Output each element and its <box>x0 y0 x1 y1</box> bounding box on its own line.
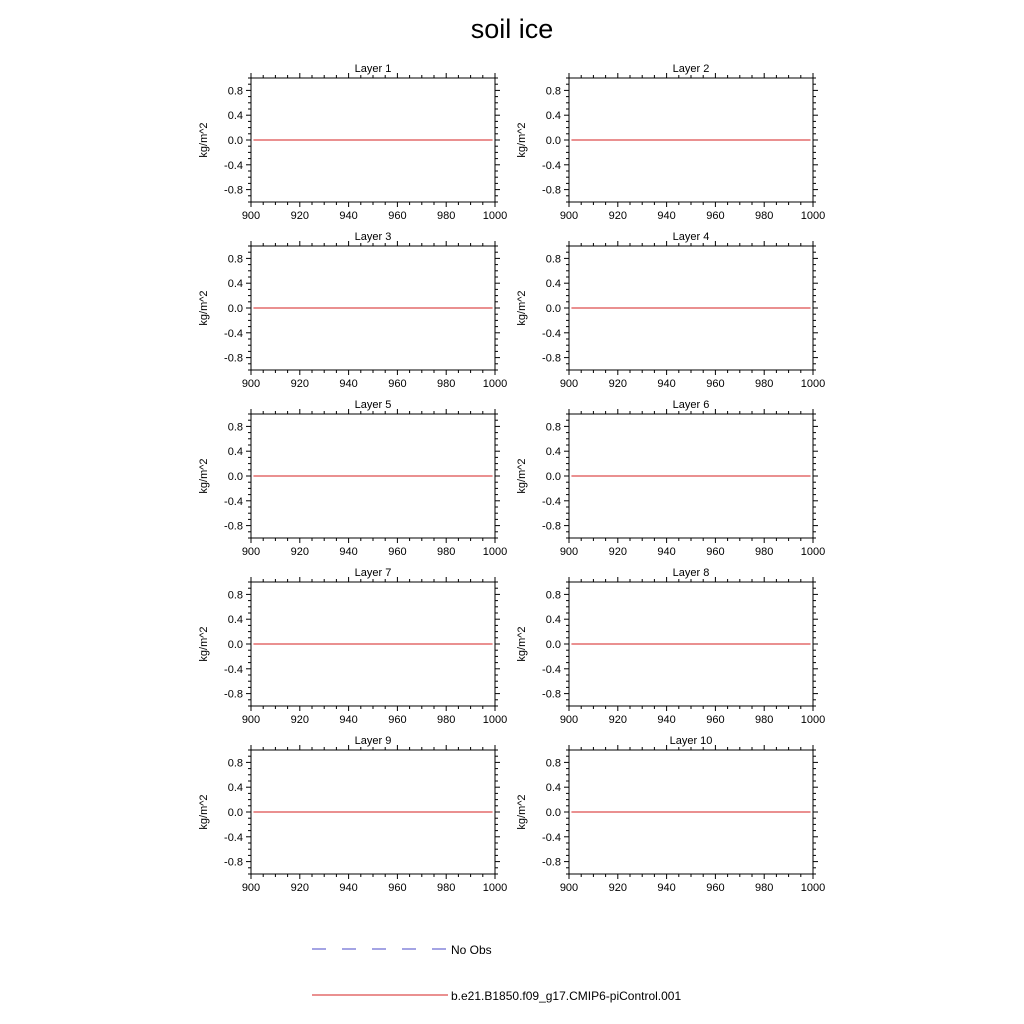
y-tick-label: 0.0 <box>227 807 243 819</box>
x-tick-label: 920 <box>608 714 627 726</box>
x-tick-label: 960 <box>388 882 407 894</box>
y-tick-label: -0.8 <box>542 184 561 197</box>
y-axis-label: kg/m^2 <box>198 122 210 158</box>
y-tick-label: 0.0 <box>545 135 561 147</box>
y-tick-label: 0.0 <box>545 303 561 315</box>
panel-title: Layer 4 <box>672 231 710 243</box>
y-tick-label: -0.8 <box>224 688 243 701</box>
y-tick-label: 0.4 <box>545 278 561 291</box>
y-tick-label: 0.4 <box>545 446 561 459</box>
x-tick-label: 900 <box>241 882 261 894</box>
y-tick-label: 0.8 <box>227 757 243 770</box>
x-tick-label: 980 <box>755 882 774 894</box>
x-tick-label: 980 <box>755 210 774 222</box>
x-tick-label: 960 <box>706 546 725 558</box>
x-tick-label: 920 <box>608 210 627 222</box>
panel-layer-4 <box>516 231 825 390</box>
x-tick-label: 900 <box>241 378 261 390</box>
x-tick-label: 900 <box>241 210 261 222</box>
x-tick-label: 1000 <box>800 546 826 558</box>
y-tick-label: 0.0 <box>227 135 243 147</box>
x-tick-label: 940 <box>657 714 676 726</box>
y-axis-label: kg/m^2 <box>198 458 210 494</box>
x-tick-label: 1000 <box>482 378 508 390</box>
panel-title: Layer 10 <box>669 735 713 747</box>
x-tick-label: 940 <box>657 210 676 222</box>
y-tick-label: -0.8 <box>542 688 561 701</box>
y-tick-label: 0.0 <box>545 471 561 483</box>
x-tick-label: 900 <box>559 882 579 894</box>
x-tick-label: 900 <box>241 546 261 558</box>
y-axis-label: kg/m^2 <box>198 290 210 326</box>
y-tick-label: -0.8 <box>224 856 243 869</box>
panel-title: Layer 1 <box>354 63 392 75</box>
x-tick-label: 960 <box>388 378 407 390</box>
x-tick-label: 1000 <box>800 714 826 726</box>
y-axis-label: kg/m^2 <box>516 458 528 494</box>
panel-title: Layer 9 <box>354 735 392 747</box>
x-tick-label: 940 <box>339 378 358 390</box>
y-tick-label: -0.8 <box>542 520 561 533</box>
x-tick-label: 1000 <box>482 882 508 894</box>
x-tick-label: 940 <box>657 378 676 390</box>
x-tick-label: 960 <box>388 210 407 222</box>
x-tick-label: 1000 <box>800 210 826 222</box>
y-axis-label: kg/m^2 <box>516 122 528 158</box>
x-tick-label: 960 <box>388 546 407 558</box>
y-tick-label: 0.4 <box>227 110 243 123</box>
y-tick-label: -0.4 <box>224 159 243 172</box>
x-tick-label: 920 <box>608 882 627 894</box>
y-tick-label: -0.4 <box>542 495 561 508</box>
y-tick-label: 0.4 <box>227 614 243 627</box>
panel-layer-7 <box>198 567 507 726</box>
y-tick-label: -0.8 <box>542 352 561 365</box>
x-tick-label: 980 <box>437 714 456 726</box>
x-tick-label: 980 <box>755 714 774 726</box>
x-tick-label: 960 <box>706 882 725 894</box>
y-axis-label: kg/m^2 <box>198 626 210 662</box>
panel-layer-6 <box>516 399 825 558</box>
x-tick-label: 940 <box>657 546 676 558</box>
x-tick-label: 1000 <box>482 210 508 222</box>
y-tick-label: -0.4 <box>542 663 561 676</box>
x-tick-label: 920 <box>290 378 309 390</box>
x-tick-label: 920 <box>290 714 309 726</box>
legend-label-model-run: b.e21.B1850.f09_g17.CMIP6-piControl.001 <box>451 989 682 1003</box>
y-tick-label: 0.8 <box>545 421 561 434</box>
panel-layer-10 <box>516 735 825 894</box>
x-tick-label: 940 <box>657 882 676 894</box>
y-tick-label: 0.8 <box>545 85 561 98</box>
y-tick-label: -0.8 <box>542 856 561 869</box>
x-tick-label: 980 <box>437 546 456 558</box>
y-tick-label: -0.8 <box>224 352 243 365</box>
y-tick-label: -0.8 <box>224 520 243 533</box>
x-tick-label: 920 <box>290 210 309 222</box>
x-tick-label: 960 <box>706 378 725 390</box>
y-tick-label: 0.8 <box>545 253 561 266</box>
y-tick-label: 0.4 <box>545 782 561 795</box>
x-tick-label: 960 <box>706 714 725 726</box>
x-tick-label: 940 <box>339 882 358 894</box>
panel-layer-5 <box>198 399 507 558</box>
x-tick-label: 920 <box>608 378 627 390</box>
y-tick-label: -0.4 <box>224 831 243 844</box>
x-tick-label: 960 <box>706 210 725 222</box>
figure-title: soil ice <box>470 14 554 44</box>
y-tick-label: 0.0 <box>227 303 243 315</box>
panel-title: Layer 6 <box>672 399 710 411</box>
x-tick-label: 980 <box>437 378 456 390</box>
y-tick-label: -0.4 <box>224 495 243 508</box>
y-axis-label: kg/m^2 <box>516 626 528 662</box>
x-tick-label: 920 <box>608 546 627 558</box>
y-tick-label: -0.4 <box>224 327 243 340</box>
y-tick-label: 0.4 <box>545 110 561 123</box>
x-tick-label: 940 <box>339 546 358 558</box>
y-tick-label: 0.8 <box>227 421 243 434</box>
x-tick-label: 980 <box>437 210 456 222</box>
x-tick-label: 940 <box>339 714 358 726</box>
y-tick-label: -0.4 <box>542 831 561 844</box>
panel-layer-9 <box>198 735 507 894</box>
y-tick-label: 0.0 <box>227 639 243 651</box>
x-tick-label: 980 <box>755 378 774 390</box>
x-tick-label: 1000 <box>482 714 508 726</box>
y-tick-label: -0.4 <box>224 663 243 676</box>
x-tick-label: 980 <box>437 882 456 894</box>
x-tick-label: 920 <box>290 546 309 558</box>
y-tick-label: 0.8 <box>545 757 561 770</box>
x-tick-label: 940 <box>339 210 358 222</box>
y-tick-label: 0.0 <box>545 807 561 819</box>
y-axis-label: kg/m^2 <box>516 794 528 830</box>
y-tick-label: 0.0 <box>545 639 561 651</box>
y-tick-label: 0.4 <box>227 446 243 459</box>
y-tick-label: 0.4 <box>227 278 243 291</box>
y-axis-label: kg/m^2 <box>516 290 528 326</box>
legend-label-no-obs: No Obs <box>451 943 492 957</box>
x-tick-label: 900 <box>559 714 579 726</box>
panel-layer-3 <box>198 231 507 390</box>
panel-title: Layer 8 <box>672 567 710 579</box>
y-tick-label: 0.8 <box>227 85 243 98</box>
x-tick-label: 900 <box>559 378 579 390</box>
x-tick-label: 960 <box>388 714 407 726</box>
y-tick-label: 0.4 <box>227 782 243 795</box>
x-tick-label: 980 <box>755 546 774 558</box>
y-tick-label: 0.8 <box>227 589 243 602</box>
y-tick-label: 0.8 <box>227 253 243 266</box>
x-tick-label: 900 <box>241 714 261 726</box>
x-tick-label: 1000 <box>800 378 826 390</box>
panel-layer-1 <box>198 63 507 222</box>
panel-title: Layer 5 <box>354 399 392 411</box>
x-tick-label: 920 <box>290 882 309 894</box>
panel-layer-2 <box>516 63 825 222</box>
panel-layer-8 <box>516 567 825 726</box>
y-tick-label: 0.0 <box>227 471 243 483</box>
x-tick-label: 1000 <box>482 546 508 558</box>
panel-title: Layer 3 <box>354 231 392 243</box>
panel-title: Layer 2 <box>672 63 710 75</box>
x-tick-label: 900 <box>559 210 579 222</box>
y-tick-label: 0.4 <box>545 614 561 627</box>
y-tick-label: -0.4 <box>542 327 561 340</box>
y-tick-label: -0.4 <box>542 159 561 172</box>
y-axis-label: kg/m^2 <box>198 794 210 830</box>
y-tick-label: 0.8 <box>545 589 561 602</box>
panel-title: Layer 7 <box>354 567 392 579</box>
y-tick-label: -0.8 <box>224 184 243 197</box>
x-tick-label: 900 <box>559 546 579 558</box>
x-tick-label: 1000 <box>800 882 826 894</box>
